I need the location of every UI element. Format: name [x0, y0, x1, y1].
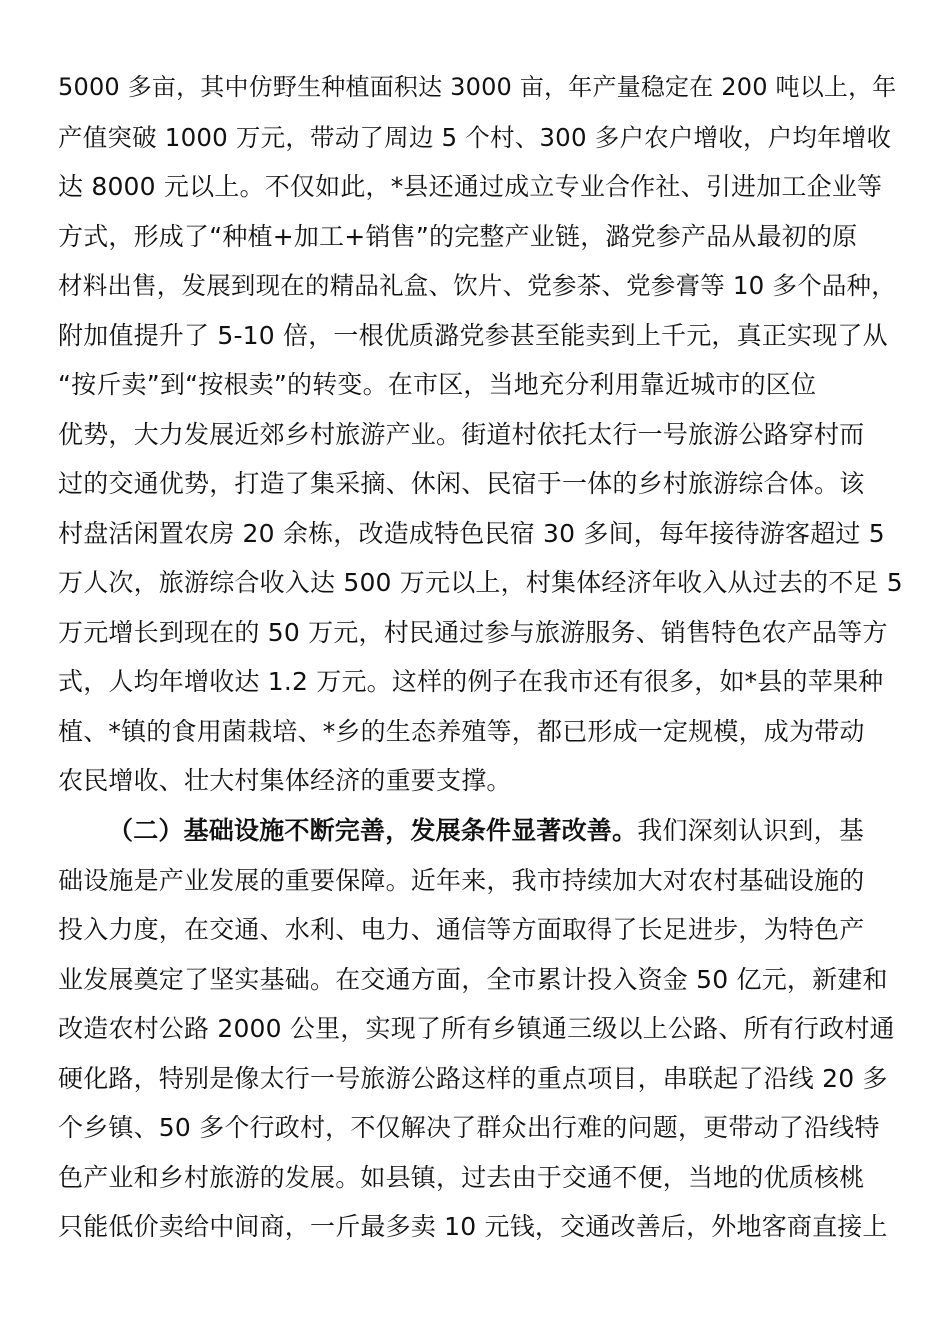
text-line: 础设施是产业发展的重要保障。近年来，我市持续加大对农村基础设施的: [58, 865, 865, 895]
text-line: 业发展奠定了坚实基础。在交通方面，全市累计投入资金 50 亿元，新建和: [58, 964, 888, 994]
text-line: 色产业和乡村旅游的发展。如县镇，过去由于交通不便，当地的优质核桃: [58, 1162, 865, 1192]
section-heading: （二）基础设施不断完善，发展条件显著改善。: [108, 816, 638, 845]
text-line: 村盘活闲置农房 20 余栋，改造成特色民宿 30 多间，每年接待游客超过 5: [58, 518, 885, 548]
text-line: 式，人均年增收达 1.2 万元。这样的例子在我市还有很多，如*县的苹果种: [58, 667, 884, 696]
text-line: 万人次，旅游综合收入达 500 万元以上，村集体经济年收入从过去的不足 5: [58, 568, 903, 597]
text-line: 植、*镇的食用菌栽培、*乡的生态养殖等，都已形成一定规模，成为带动: [58, 716, 865, 746]
text-line: 附加值提升了 5-10 倍，一根优质潞党参甚至能卖到上千元，真正实现了从: [58, 320, 888, 350]
text-line: 只能低价卖给中间商，一斤最多卖 10 元钱，交通改善后，外地客商直接上: [58, 1212, 888, 1241]
text-line: 过的交通优势，打造了集采摘、休闲、民宿于一体的乡村旅游综合体。该: [58, 469, 865, 498]
text-line: 投入力度，在交通、水利、电力、通信等方面取得了长足进步，为特色产: [58, 915, 865, 944]
text-line: 万元增长到现在的 50 万元，村民通过参与旅游服务、销售特色农产品等方: [58, 617, 888, 647]
text-line: 个乡镇、50 多个行政村，不仅解决了群众出行难的问题，更带动了沿线特: [58, 1113, 880, 1142]
paragraph-industry-examples: [58, 63, 903, 806]
text-line: 农民增收、壮大村集体经济的重要支撑。: [58, 766, 512, 795]
text-line: 材料出售，发展到现在的精品礼盒、饮片、党参茶、党参膏等 10 多个品种，: [58, 271, 896, 300]
text-line: 达 8000 元以上。不仅如此，*县还通过成立专业合作社、引进加工企业等: [58, 172, 883, 201]
text-line: 产值突破 1000 万元，带动了周边 5 个村、300 多户农户增收，户均年增收: [58, 122, 892, 152]
text-line: “按斤卖”到“按根卖”的转变。在市区，当地充分利用靠近城市的区位: [58, 370, 817, 399]
paragraph-infrastructure: [58, 806, 898, 1252]
text-line: 方式，形成了“种植+加工+销售”的完整产业链，潞党参产品从最初的原: [58, 221, 858, 251]
text-line: 5000 多亩，其中仿野生种植面积达 3000 亩，年产量稳定在 200 吨以上，年: [58, 73, 897, 101]
text-line: 改造农村公路 2000 公里，实现了所有乡镇通三级以上公路、所有行政村通: [58, 1014, 895, 1043]
text-line: 硬化路，特别是像太行一号旅游公路这样的重点项目，串联起了沿线 20 多: [58, 1063, 888, 1093]
text-line: 优势，大力发展近郊乡村旅游产业。街道村依托太行一号旅游公路穿村而: [58, 419, 865, 449]
heading-line: [58, 806, 898, 856]
heading-line-rest: 我们深刻认识到，基: [637, 816, 865, 845]
